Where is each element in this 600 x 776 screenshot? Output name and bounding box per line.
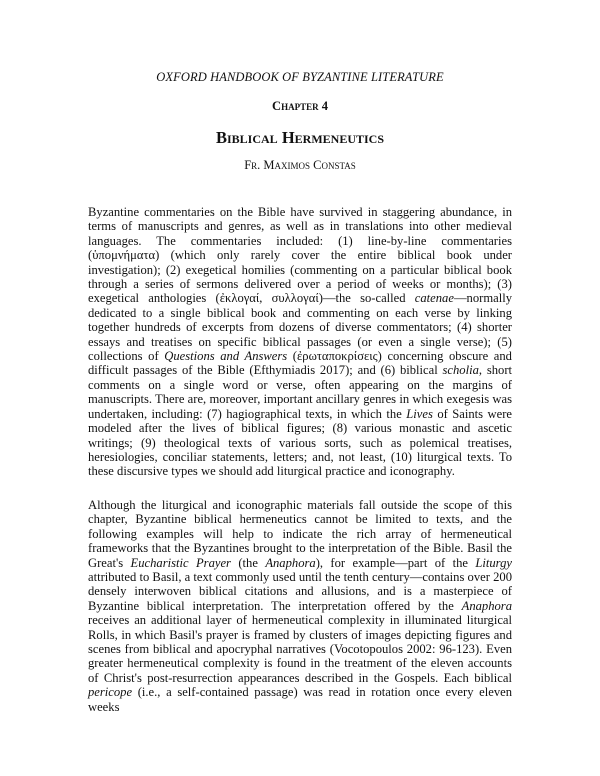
text-run: Byzantine commentaries on the Bible have survived in staggering abundance, in terms of manuscripts and genres, as well as in translations into other medieval languages. The commentaries included: (1) line-by-line commentaries (ὑπομνήματα) (which only rarely cover the entire biblical book under investigation); (2) exegetical homilies (commenting on a particular biblical book through a series of sermons delivered over a period of weeks or months); (3) exegetical anthologies (ἐκλογαί, συλλογαί)—the so-called <box>88 205 512 306</box>
italic-term: Anaphora <box>461 598 512 613</box>
italic-term: pericope <box>88 685 133 700</box>
text-run: (i.e., a self-contained passage) was read in rotation once every eleven weeks <box>88 685 512 714</box>
text-run: ), for example—part of the <box>315 555 476 570</box>
paragraph-1 <box>88 205 512 479</box>
italic-term: Liturgy <box>475 555 512 570</box>
italic-term: catenae <box>414 291 454 306</box>
text-run: of Saints were modeled after the lives of biblical figures; (8) various monastic and ascetic writings; (9) theological texts of various sorts, such as polemical treatises, heresiologies, conciliar statements, letters; and, not least, (10) liturgical texts. To these discursive types we should add liturgical practice and iconography. <box>88 406 512 479</box>
text-run: , short comments on a single word or verse, often appearing on the margins of manuscripts. There are, moreover, important ancillary genres in which exegesis was undertaken, including: (7) hagiographical texts, in which the <box>88 363 513 421</box>
italic-term: Anaphora <box>265 555 316 570</box>
text-run: Although the liturgical and iconographic materials fall outside the scope of this chapter, Byzantine biblical hermeneutics cannot be limited to texts, and the following examples will help to indicate the rich array of hermeneutical frameworks that the Byzantines brought to the interpretation of the Bible. Basil the Great's <box>88 498 512 570</box>
chapter-title: Biblical Hermeneutics <box>216 128 384 147</box>
text-run: (ἐρωταποκρίσεις) concerning obscure and difficult passages of the Bible (Efthymiadis 2017); and (6) biblical <box>88 349 512 378</box>
text-run: attributed to Basil, a text commonly used until the tenth century—contains over 200 densely interwoven biblical citations and allusions, and is a masterpiece of Byzantine biblical interpretation. The interpretation offered by the <box>88 570 512 613</box>
italic-term: Lives <box>406 406 433 421</box>
paragraph-2 <box>88 498 512 714</box>
italic-term: Eucharistic Prayer <box>130 555 231 570</box>
author-name: Fr. Maximos Constas <box>244 158 356 172</box>
handbook-title: OXFORD HANDBOOK OF BYZANTINE LITERATURE <box>156 70 444 84</box>
text-run: —normally dedicated to a single biblical book and commenting on each verse by linking together hundreds of excerpts from dozens of diverse commentators; (4) shorter essays and treatises on specific biblical passages (or even a single verse); (5) collections of <box>88 291 512 364</box>
italic-term: Questions and Answers <box>164 349 288 364</box>
chapter-label: Chapter 4 <box>272 99 328 113</box>
italic-term: scholia <box>442 363 479 378</box>
text-run: (the <box>230 555 266 570</box>
text-run: receives an additional layer of hermeneutical complexity in illuminated liturgical Rolls, in which Basil's prayer is framed by clusters of images depicting figures and scenes from biblical and apocryphal narratives (Vocotopoulos 2002: 96-123). Even greater hermeneutical complexity is found in the treatment of the eleven accounts of Christ's post-resurrection appearances described in the Gospels. Each biblical <box>88 613 512 685</box>
